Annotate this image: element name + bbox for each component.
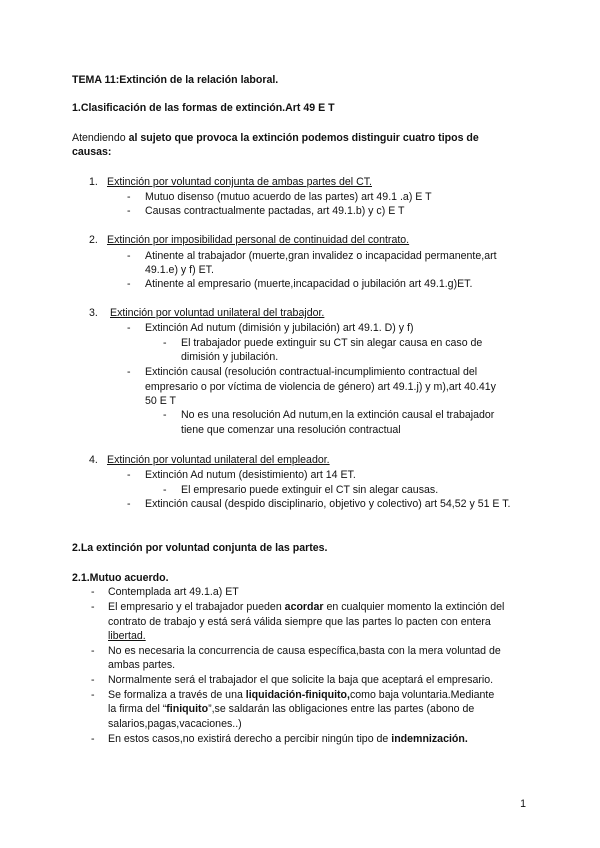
bullet-dash: - [127, 498, 131, 510]
list-item: Extinción Ad nutum (desistimiento) art 14 ET. [145, 469, 356, 481]
section21-item-5-continuation: salarios,pagas,vacaciones..) [108, 718, 242, 730]
text-span: Se formaliza a través de una [108, 689, 246, 701]
section21-item-6 [108, 733, 468, 746]
bullet-dash: - [127, 250, 131, 262]
bullet-dash: - [91, 689, 95, 701]
bullet-dash: - [127, 191, 131, 203]
text-span: como baja voluntaria.Mediante [349, 689, 495, 701]
list-number-1: 1. [89, 176, 98, 188]
intro-line2: causas: [72, 146, 112, 158]
list-heading-3: Extinción por voluntad unilateral del trabajdor. [110, 307, 325, 319]
list-item: Causas contractualmente pactadas, art 49.1.b) y c) E T [145, 205, 405, 217]
list-subitem-continuation: dimisión y jubilación. [181, 351, 279, 363]
section21-item-5 [108, 689, 494, 702]
list-number-2: 2. [89, 234, 98, 246]
bold-term-finiquito: finiquito [166, 703, 209, 715]
text-span: ”,se saldarán las obligaciones entre las partes (abono de [208, 703, 475, 715]
list-number-3: 3. [89, 307, 98, 319]
section21-item-5-continuation [108, 703, 474, 716]
list-heading-2: Extinción por imposibilidad personal de continuidad del contrato. [107, 234, 410, 246]
bullet-dash: - [127, 278, 131, 290]
list-item: Atinente al trabajador (muerte,gran invalidez o incapacidad permanente,art [145, 250, 497, 262]
list-item: Extinción Ad nutum (dimisión y jubilación) art 49.1. D) y f) [145, 322, 414, 334]
section1-heading: 1.Clasificación de las formas de extinción.Art 49 E T [72, 102, 335, 114]
section21-item-4: Normalmente será el trabajador el que solicite la baja que aceptará el empresario. [108, 674, 494, 686]
section21-heading: 2.1.Mutuo acuerdo. [72, 572, 169, 584]
bold-term-acordar: acordar [284, 601, 324, 613]
bullet-dash: - [163, 409, 167, 421]
bullet-dash: - [91, 674, 95, 686]
section21-item-1: Contemplada art 49.1.a) ET [108, 586, 239, 598]
text-span: El empresario y el trabajador pueden [108, 601, 285, 613]
section2-heading: 2.La extinción por voluntad conjunta de las partes. [72, 542, 328, 554]
section21-item-2 [108, 601, 504, 614]
intro-prefix: Atendiendo [72, 132, 129, 144]
bullet-dash: - [91, 601, 95, 613]
page-number: 1 [520, 798, 526, 810]
list-item-continuation: 50 E T [145, 395, 177, 407]
list-item: Atinente al empresario (muerte,incapacidad o jubilación art 49.1.g)ET. [145, 278, 473, 290]
bullet-dash: - [91, 645, 95, 657]
intro-line1 [72, 132, 479, 145]
bullet-dash: - [163, 484, 167, 496]
text-span: la firma del “ [108, 703, 167, 715]
text-span: en cualquier momento la extinción del [323, 601, 505, 613]
list-subitem: El trabajador puede extinguir su CT sin alegar causa en caso de [181, 337, 483, 349]
document-title: TEMA 11:Extinción de la relación laboral. [72, 74, 279, 86]
bullet-dash: - [127, 205, 131, 217]
list-item-continuation: 49.1.e) y f) ET. [145, 264, 214, 276]
bullet-dash: - [91, 733, 95, 745]
bullet-dash: - [127, 322, 131, 334]
bullet-dash: - [91, 586, 95, 598]
list-item: Extinción causal (despido disciplinario, objetivo y colectivo) art 54,52 y 51 E T. [145, 498, 511, 510]
text-span: En estos casos,no existirá derecho a percibir ningún tipo de [108, 733, 392, 745]
list-subitem: El empresario puede extinguir el CT sin alegar causas. [181, 484, 439, 496]
list-heading-4: Extinción por voluntad unilateral del empleador. [107, 454, 330, 466]
bullet-dash: - [127, 366, 131, 378]
list-item-continuation: empresario o por víctima de violencia de género) art 49.1.j) y m),art 40.41y [145, 381, 496, 393]
intro-bold1: al sujeto que provoca la extinción podemos distinguir cuatro tipos de [128, 132, 479, 144]
bullet-dash: - [127, 469, 131, 481]
bullet-dash: - [163, 337, 167, 349]
section21-item-2-continuation: contrato de trabajo y está será válida siempre que las partes lo pacten con entera [108, 616, 491, 628]
bold-term-indemnizacion: indemnización. [391, 733, 468, 745]
bold-term-liquidacion: liquidación-finiquito, [245, 689, 350, 701]
section21-item-2-continuation: libertad. [108, 630, 146, 642]
list-subitem: No es una resolución Ad nutum,en la extinción causal el trabajador [181, 409, 495, 421]
list-item: Mutuo disenso (mutuo acuerdo de las partes) art 49.1 .a) E T [145, 191, 432, 203]
list-item: Extinción causal (resolución contractual-incumplimiento contractual del [145, 366, 478, 378]
list-number-4: 4. [89, 454, 98, 466]
section21-item-3-continuation: ambas partes. [108, 659, 176, 671]
list-heading-1: Extinción por voluntad conjunta de ambas partes del CT. [107, 176, 372, 188]
section21-item-3: No es necesaria la concurrencia de causa específica,basta con la mera voluntad de [108, 645, 501, 657]
list-subitem-continuation: tiene que comenzar una resolución contractual [181, 424, 401, 436]
